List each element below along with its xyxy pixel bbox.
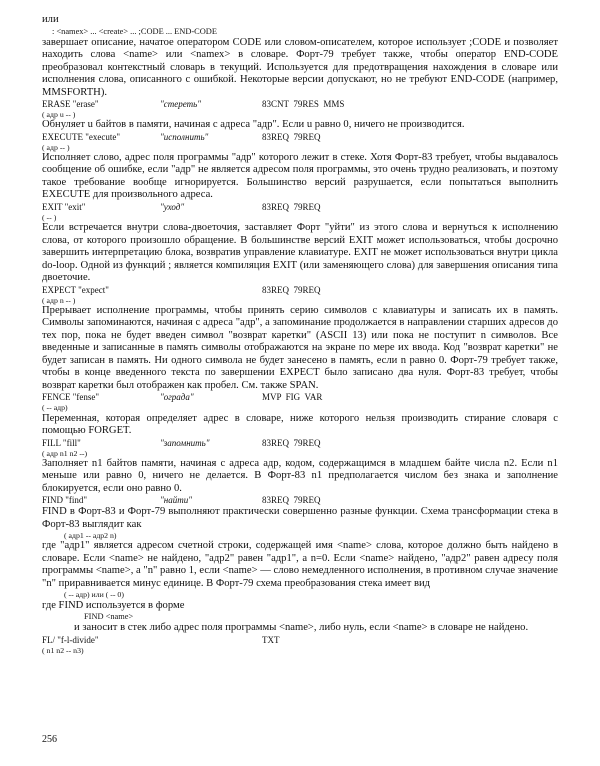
paragraph: Обнуляет u байтов в памяти, начиная с адреса "адр". Если u равно 0, ничего не производится.: [42, 119, 465, 131]
entry-translation: "уход": [160, 201, 185, 212]
entry-standards: 83REQ 79REQ: [262, 284, 321, 295]
entry-heading: [42, 438, 558, 449]
entry-word: EXPECT "expect": [42, 284, 109, 295]
entry-standards: 83REQ 79REQ: [262, 201, 321, 212]
entry-standards: 83REQ 79REQ: [262, 437, 321, 448]
stack-signature: ( адр n -- ): [42, 295, 76, 305]
entry-translation: "найти": [160, 495, 193, 506]
paragraph: Прерывает исполнение программы, чтобы принять серию символов с клавиатуры и записать их в память. Символы запоминаются, начиная с адреса "адр", а запоминание продолжается в направлении старших адресов до тех пор, пока не будет введен символ "возврат каретки" (ASCII 13) или пока не поступит n символов. Все введенные и записанные в память символы отображаются на экране по мере их ввода. Код "возврат каретки" не будет записан в память. Ни одного символа не будет занесено в память, если n равно 0. Форт-79 требует также, чтобы в конце введенного текста по завершении EXPECT было записано два нуля. Форт-83 требует, чтобы возврат каретки был отображен как пробел. См. также SPAN.: [42, 304, 558, 391]
entry-translation: "запомнить": [160, 437, 210, 448]
entry-translation: "стереть": [160, 99, 202, 109]
paragraph: или: [42, 14, 59, 25]
stack-signature: ( адр1 -- адр2 n): [64, 531, 117, 541]
paragraph: и заносит в стек либо адрес поля программы <name>, либо нуль, если <name> в словаре не найдено.: [74, 622, 529, 634]
paragraph: Переменная, которая определяет адрес в словаре, ниже которого нельзя производить стирание словаря с помощью FORGET.: [42, 412, 558, 437]
stack-signature: ( n1 n2 -- n3): [42, 645, 84, 655]
page-number: 256: [42, 734, 57, 745]
paragraph: где "адр1" является адресом счетной строки, содержащей имя <name> слова, которое должно быть найдено в словаре. Если <name> не найдено, "адр2" равен "адр1", а n=0. Если <name> найдено, "адр2" равен адресу поля программы <name>, а "n" равно 1, если <name> — слово немедленного исполнения, в противном случае значение "n" приравнивается минус единице. В Форт-79 схема преобразования стека имеет вид: [42, 540, 558, 589]
stack-signature: ( адр -- ): [42, 142, 70, 152]
entry-word: FL/ "f-l-divide": [42, 634, 99, 645]
paragraph: FIND в Форт-83 и Форт-79 выполняют практически совершенно разные функции. Схема трансформации стека в Форт-83 выглядит как: [42, 506, 558, 530]
entry-heading: [42, 285, 558, 296]
entry-heading: [42, 202, 558, 213]
entry-standards: 83REQ 79REQ: [262, 131, 321, 142]
entry-heading: [42, 392, 558, 403]
code-example: : <namex> ... <create> ... ;CODE ... END-CODE: [52, 26, 217, 36]
entry-word: FILL "fill": [42, 437, 81, 448]
paragraph: Заполняет n1 байтов памяти, начиная с адреса адр, кодом, содержащимся в младшем байте числа n2. Если n1 меньше или равно 0, ничего не делается. В Форт-83 n1 предполагается числом без знака и заполнение блокируется, если оно равно 0.: [42, 457, 558, 494]
entry-translation: "ограда": [160, 392, 194, 403]
stack-signature: ( -- ): [42, 212, 57, 222]
entry-word: ERASE "erase": [42, 99, 99, 109]
paragraph: где FIND используется в форме: [42, 599, 185, 611]
stack-signature: ( адр n1 n2 --): [42, 448, 88, 458]
entry-translation: "исполнить": [160, 131, 209, 142]
entry-heading: [42, 99, 558, 110]
page-content: [42, 14, 558, 655]
entry-heading: [42, 495, 558, 506]
entry-word: FIND "find": [42, 495, 88, 506]
entry-standards: MVP FIG VAR: [262, 392, 323, 403]
stack-signature: ( адр u -- ): [42, 110, 76, 119]
stack-signature: ( -- адр) или ( -- 0): [64, 590, 124, 600]
paragraph: завершает описание, начатое оператором CODE или словом-описателем, которое использует ;CODE и позволяет находить слова <name> или <namex> в словаре. Форт-79 требует также, чтобы оператор END-CODE преобразовал контекстный словарь в текущий. Используется для предотвращения нахождения в словаре или исполнения слова, описанного с ошибкой. Некоторые версии допускают, но не требуют END-CODE (например, MMSFORTH).: [42, 36, 558, 98]
entry-standards: 83REQ 79REQ: [262, 495, 321, 506]
entry-heading: [42, 635, 558, 646]
entry-heading: [42, 132, 558, 143]
entry-standards: TXT: [262, 634, 280, 645]
paragraph: Исполняет слово, адрес поля программы "адр" которого лежит в стеке. Хотя Форт-83 требует, чтобы выдавалось сообщение об ошибке, если "адр" не является адресом поля программы, это очень трудно реализовать, и поэтому такое требование вообще игнорируется. Большинство версий разрушается, если попытаться выполнить EXECUTE для произвольного адреса.: [42, 151, 558, 201]
entry-word: EXIT "exit": [42, 201, 86, 212]
stack-signature: ( -- адр): [42, 403, 68, 413]
code-example: FIND <name>: [84, 612, 134, 622]
paragraph: Если встречается внутри слова-двоеточия, заставляет Форт "уйти" из этого слова и вернуться к исполнению слова, от которого произошло обращение. В большинстве версий EXIT может использоваться, чтобы досрочно завершить интерпретацию блока, возвратив управление клавиатуре. EXIT не может использоваться внутри цикла do-loop. Одной из функций ; является компиляция EXIT (или заменяющего слова) для завершения описания типа двоеточие.: [42, 222, 558, 284]
entry-word: EXECUTE "execute": [42, 131, 121, 142]
entry-standards: 83CNT 79RES MMS: [262, 99, 345, 109]
entry-word: FENCE "fense": [42, 392, 100, 403]
